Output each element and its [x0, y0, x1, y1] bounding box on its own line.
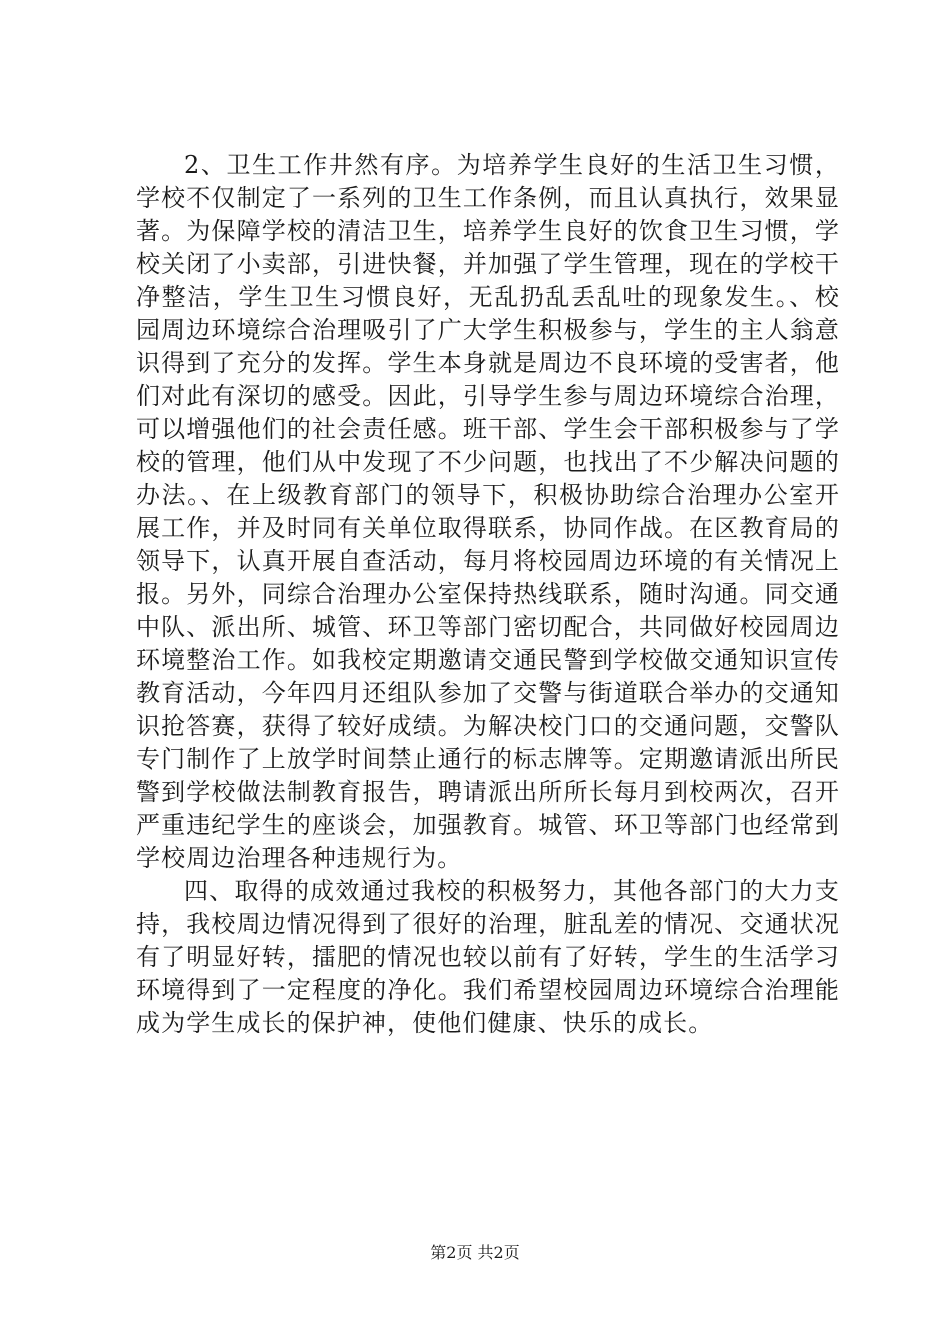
- page-number-footer: 第2页 共2页: [430, 1243, 520, 1262]
- document-body: [136, 149, 840, 1040]
- paragraph-results: 四、取得的成效通过我校的积极努力，其他各部门的大力支持，我校周边情况得到了很好的治理，脏乱差的情况、交通状况有了明显好转，擂肥的情况也较以前有了好转，学生的生活学习环境得到了一定程度的净化。我们希望校园周边环境综合治理能成为学生成长的保护神，使他们健康、快乐的成长。: [136, 877, 840, 1037]
- paragraph-sanitation-and-governance: 2、卫生工作井然有序。为培养学生良好的生活卫生习惯，学校不仅制定了一系列的卫生工作条例，而且认真执行，效果显著。为保障学校的清洁卫生，培养学生良好的饮食卫生习惯，学校关闭了小卖部，引进快餐，并加强了学生管理，现在的学校干净整洁，学生卫生习惯良好，无乱扔乱丢乱吐的现象发生。、校园周边环境综合治理吸引了广大学生积极参与，学生的主人翁意识得到了充分的发挥。学生本身就是周边不良环境的受害者，他们对此有深切的感受。因此，引导学生参与周边环境综合治理，可以增强他们的社会责任感。班干部、学生会干部积极参与了学校的管理，他们从中发现了不少问题，也找出了不少解决问题的办法。、在上级教育部门的领导下，积极协助综合治理办公室开展工作，并及时同有关单位取得联系，协同作战。在区教育局的领导下，认真开展自查活动，每月将校园周边环境的有关情况上报。另外，同综合治理办公室保持热线联系，随时沟通。同交通中队、派出所、城管、环卫等部门密切配合，共同做好校园周边环境整治工作。如我校定期邀请交通民警到学校做交通知识宣传教育活动，今年四月还组队参加了交警与街道联合举办的交通知识抢答赛，获得了较好成绩。为解决校门口的交通问题，交警队专门制作了上放学时间禁止通行的标志牌等。定期邀请派出所民警到学校做法制教育报告，聘请派出所所长每月到校两次，召开严重违纪学生的座谈会，加强教育。城管、环卫等部门也经常到学校周边治理各种违规行为。: [136, 151, 840, 872]
